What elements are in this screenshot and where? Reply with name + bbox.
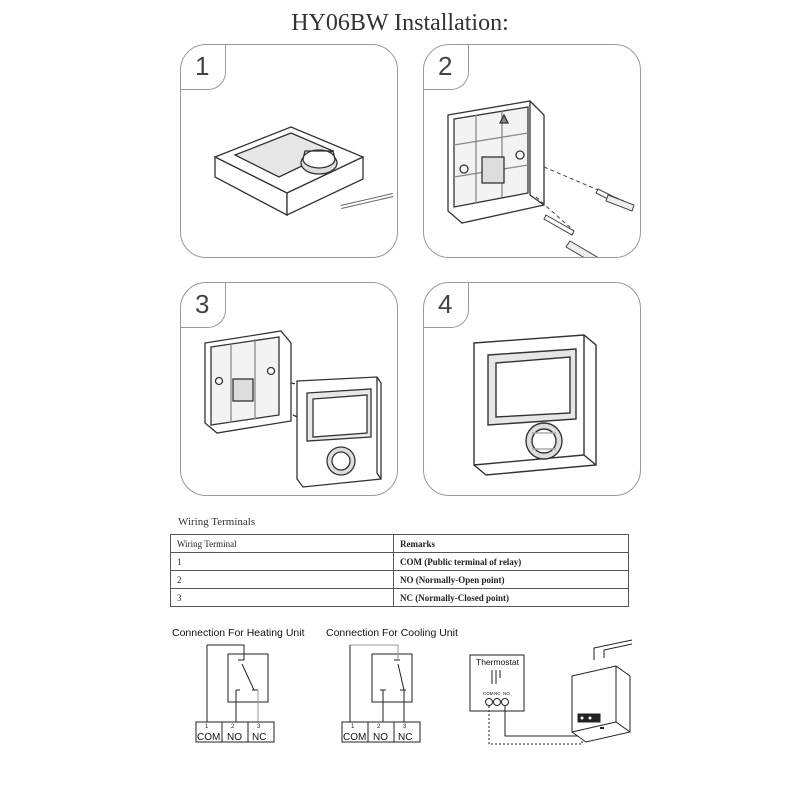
terminal-number: 3 <box>257 724 261 730</box>
step-number: 3 <box>195 289 210 319</box>
table-cell: NC (Normally-Closed point) <box>394 589 629 607</box>
terminal-number: 2 <box>377 724 381 730</box>
step-number: 4 <box>438 289 453 319</box>
terminal-label-nc: NC <box>398 732 413 743</box>
terminal-label-com: COM <box>483 691 494 696</box>
terminal-label-com: COM <box>343 732 367 743</box>
terminal-label-no: NO <box>227 732 242 743</box>
table-cell: 1 <box>171 553 394 571</box>
table-cell: COM (Public terminal of relay) <box>394 553 629 571</box>
terminal-number: 3 <box>403 724 407 730</box>
page-title: HY06BW Installation: <box>291 10 509 36</box>
terminal-label-nc: NC <box>252 732 267 743</box>
heating-diagram-title: Connection For Heating Unit <box>172 627 305 639</box>
terminal-number: 2 <box>231 724 235 730</box>
boiler-icon <box>572 640 632 742</box>
table-cell: 3 <box>171 589 394 607</box>
cooling-diagram-title: Connection For Cooling Unit <box>326 627 458 639</box>
table-cell: 2 <box>171 571 394 589</box>
relay-switch-icon <box>372 654 412 702</box>
table-header: Wiring Terminal <box>171 535 394 553</box>
terminal-label-nc: NC <box>494 691 501 696</box>
terminal-number: 1 <box>351 724 355 730</box>
terminal-label-com: COM <box>197 732 221 743</box>
step-number: 1 <box>195 51 210 81</box>
terminal-label-no: NO <box>503 691 510 696</box>
step-number: 2 <box>438 51 453 81</box>
terminal-label-no: NO <box>373 732 388 743</box>
wiring-table-caption: Wiring Terminals <box>178 516 256 528</box>
thermostat-label: Thermostat <box>476 657 519 667</box>
table-cell: NO (Normally-Open point) <box>394 571 629 589</box>
terminal-number: 1 <box>205 724 209 730</box>
table-header: Remarks <box>394 535 629 553</box>
